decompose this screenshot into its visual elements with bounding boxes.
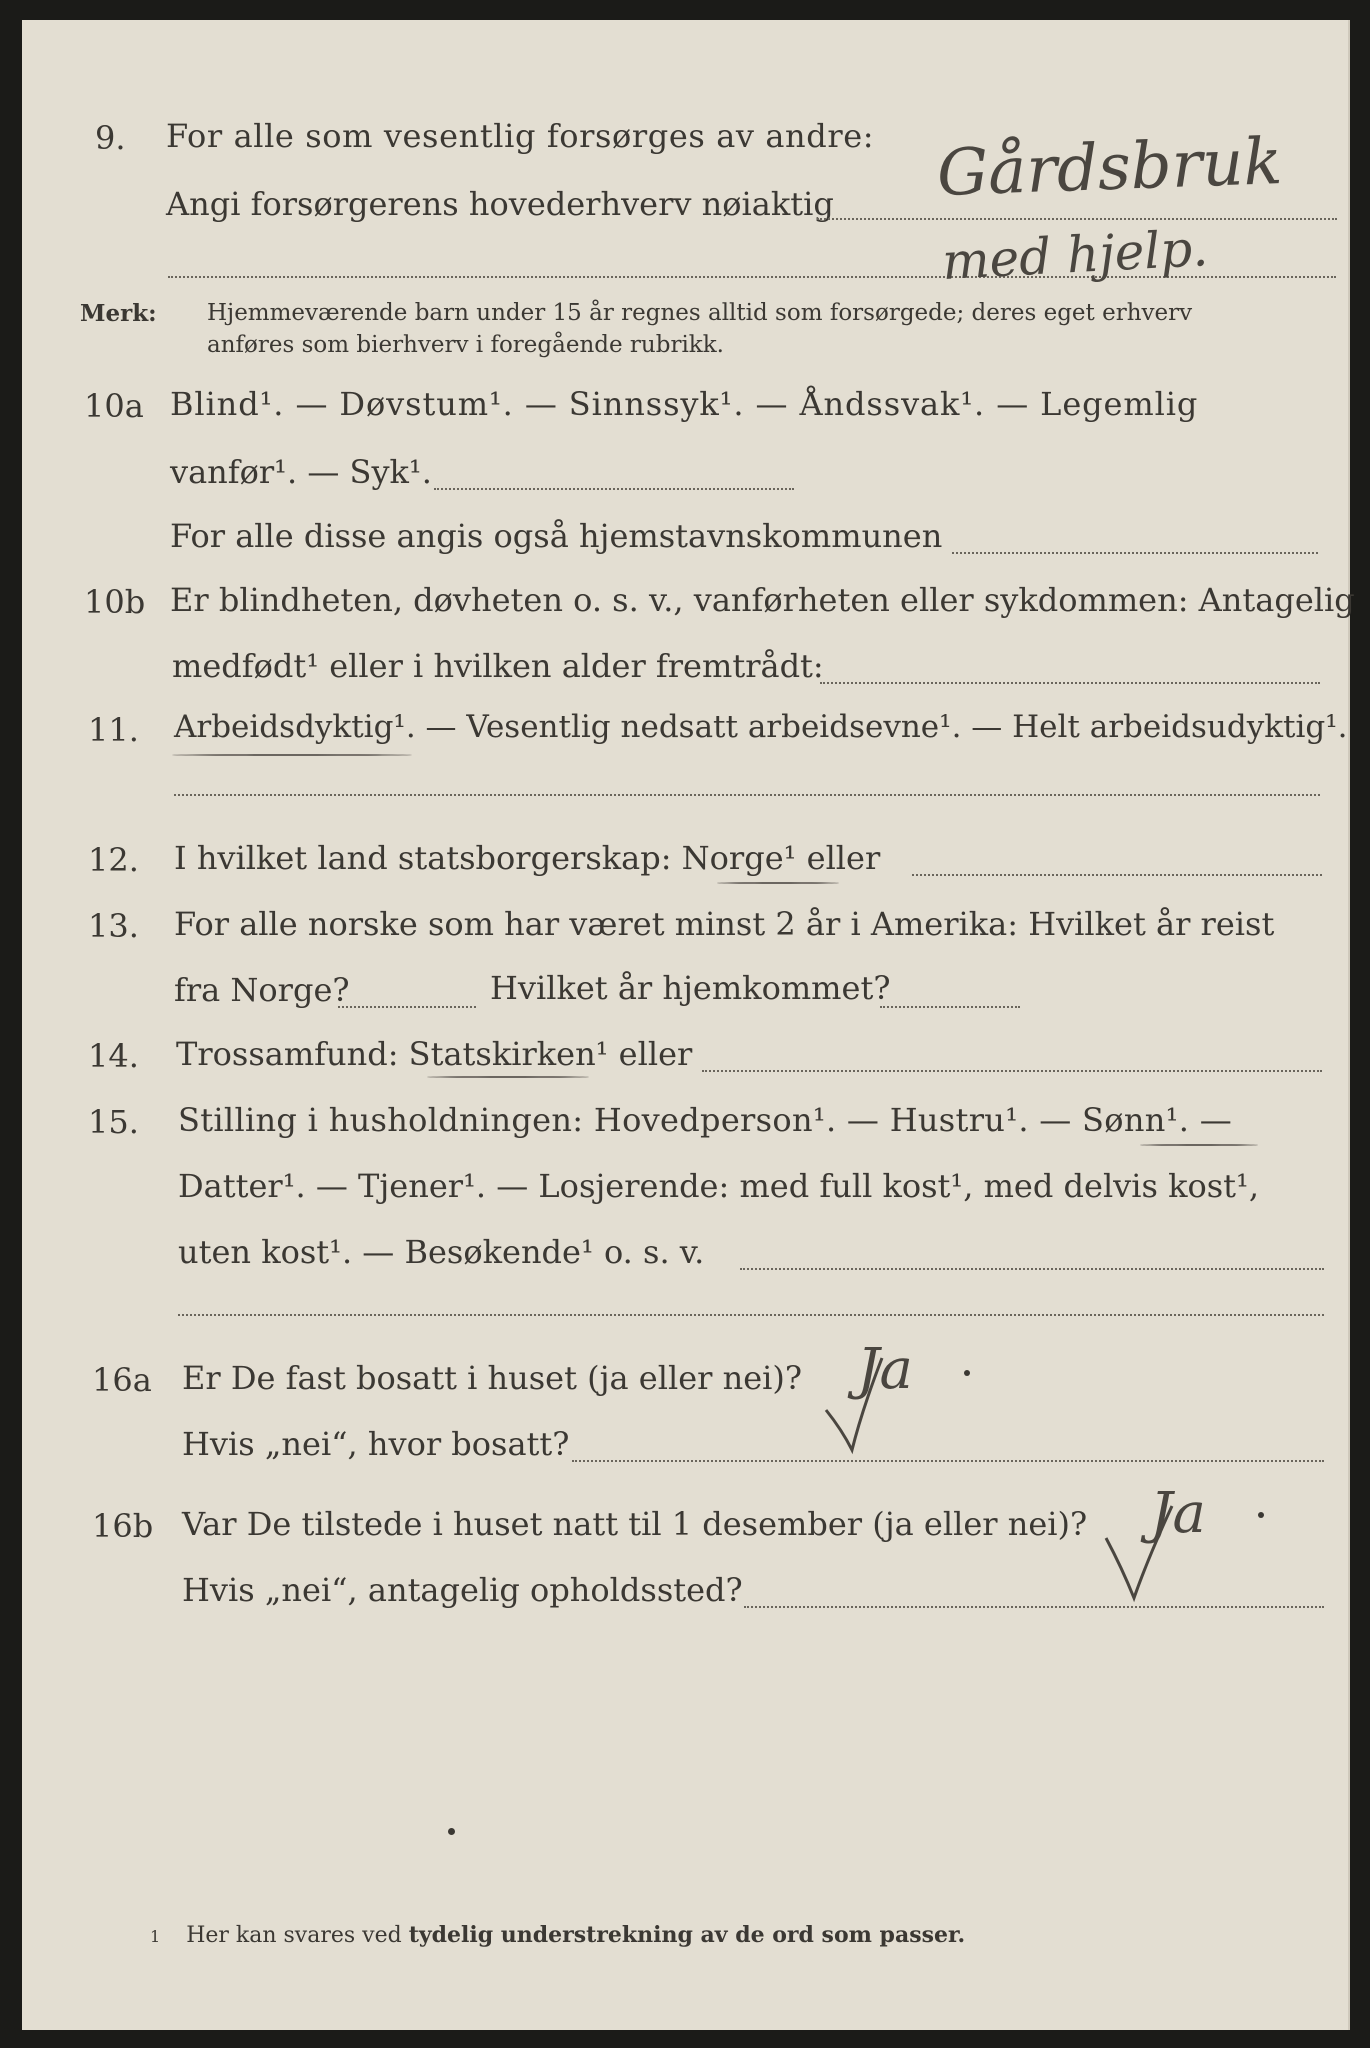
q14-underline-statskirken <box>427 1076 589 1078</box>
q16a-line2: Hvis „nei“, hvor bosatt? <box>182 1425 570 1463</box>
q13-line1: For alle norske som har været minst 2 år i Amerika: Hvilket år reist <box>174 905 1275 943</box>
note-line1: Hjemmeværende barn under 15 år regnes alltid som forsørgede; deres eget erhverv <box>207 300 1193 326</box>
q10a-answer-line2 <box>434 488 794 490</box>
q16b-ink-dot <box>1258 1512 1264 1518</box>
q10b-line1: Er blindheten, døvheten o. s. v., vanførheten eller sykdommen: Antagelig <box>170 581 1355 619</box>
q10a-line1: Blind¹. — Døvstum¹. — Sinnssyk¹. — Åndssvak¹. — Legemlig <box>170 385 1199 423</box>
note-label: Merk: <box>80 300 157 327</box>
q13-answer-right <box>880 1006 1020 1008</box>
q11-underline-arbeidsdyktig <box>172 754 412 756</box>
q10a-line3: For alle disse angis også hjemstavnskommunen <box>170 517 943 555</box>
footnote <box>150 1922 965 1948</box>
q11-answer-line <box>174 794 1320 796</box>
q15-answer-line4 <box>178 1314 1324 1316</box>
q10a-line2: vanfør¹. — Syk¹. <box>170 453 432 491</box>
q16a-handwritten-answer: Ja <box>857 1337 913 1402</box>
q13-answer-left <box>338 1006 476 1008</box>
q11-line1: Arbeidsdyktig¹. — Vesentlig nedsatt arbeidsevne¹. — Helt arbeidsudyktig¹. <box>174 709 1348 745</box>
q15-line1: Stilling i husholdningen: Hovedperson¹. — Hustru¹. — Sønn¹. — <box>178 1101 1233 1139</box>
q13-number: 13. <box>88 907 139 945</box>
q12-line1: I hvilket land statsborgerskap: Norge¹ eller <box>174 839 881 877</box>
q16b-handwritten-answer: Ja <box>1150 1481 1206 1546</box>
q16a-number: 16a <box>92 1361 152 1399</box>
q10a-answer-line3 <box>952 552 1318 554</box>
q9-line1: For alle som vesentlig forsørges av andre: <box>166 117 875 155</box>
footnote-marker: 1 <box>150 1927 161 1946</box>
q9-answer-line1 <box>817 218 1337 220</box>
footnote-text-b: tydelig understrekning av de ord som passer. <box>408 1922 966 1948</box>
q15-line3: uten kost¹. — Besøkende¹ o. s. v. <box>178 1233 705 1271</box>
q10a-number: 10a <box>84 387 144 425</box>
footnote-text-a: Her kan svares ved <box>186 1923 402 1948</box>
q9-number: 9. <box>95 119 126 157</box>
note-line2: anføres som bierhverv i foregående rubrikk. <box>207 332 724 358</box>
q10b-line2: medfødt¹ eller i hvilken alder fremtrådt: <box>172 647 824 685</box>
q15-number: 15. <box>88 1103 139 1141</box>
q15-line2: Datter¹. — Tjener¹. — Losjerende: med full kost¹, med delvis kost¹, <box>178 1167 1260 1205</box>
q14-answer-line <box>702 1070 1322 1072</box>
q16b-line2: Hvis „nei“, antagelig opholdssted? <box>182 1571 743 1609</box>
q16b-line1: Var De tilstede i huset natt til 1 desember (ja eller nei)? <box>182 1505 1088 1543</box>
q15-underline-sonn <box>1140 1144 1258 1146</box>
q12-number: 12. <box>88 841 139 879</box>
q12-answer-line <box>912 874 1322 876</box>
q9-handwritten-answer2: med hjelp. <box>940 219 1210 291</box>
q15-answer-line3 <box>740 1268 1324 1270</box>
q13-line2a: fra Norge? <box>174 971 350 1009</box>
stray-ink-dot <box>448 1828 455 1835</box>
q16a-ink-dot <box>964 1370 970 1376</box>
q9-line2: Angi forsørgerens hovederhverv nøiaktig <box>166 185 834 223</box>
q16b-answer-line <box>744 1606 1324 1608</box>
census-form-page <box>22 20 1355 2030</box>
q16a-line1: Er De fast bosatt i huset (ja eller nei)? <box>182 1359 803 1397</box>
q14-line1: Trossamfund: Statskirken¹ eller <box>176 1035 693 1073</box>
q12-underline-norge <box>717 882 839 884</box>
q16b-number: 16b <box>92 1507 154 1545</box>
q9-handwritten-answer1: Gårdsbruk <box>935 124 1284 212</box>
q10b-answer-line <box>820 682 1320 684</box>
q14-number: 14. <box>88 1037 139 1075</box>
q13-line2b: Hvilket år hjemkommet? <box>490 969 891 1007</box>
q16a-answer-line <box>572 1460 1324 1462</box>
q11-number: 11. <box>88 711 139 749</box>
q10b-number: 10b <box>84 583 146 621</box>
